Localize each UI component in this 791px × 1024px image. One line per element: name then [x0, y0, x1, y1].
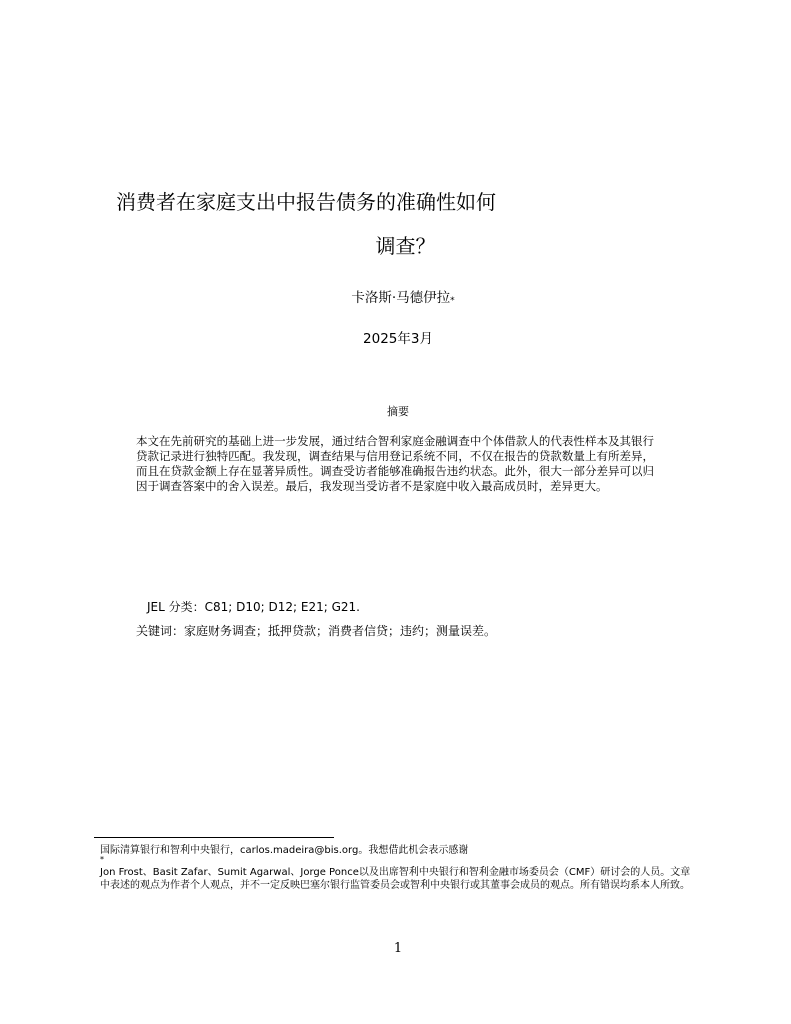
- jel-classification: JEL 分类：C81; D10; D12; E21; G21.: [147, 600, 360, 614]
- publication-date: 2025年3月: [363, 331, 433, 347]
- page-number: 1: [393, 941, 403, 956]
- keywords: 关键词：家庭财务调查；抵押贷款；消费者信贷；违约；测量误差。: [136, 624, 497, 638]
- footnote-marker: *: [100, 855, 104, 864]
- author-line: [0, 286, 791, 306]
- paper-title-line-1: 消费者在家庭支出中报告债务的准确性如何: [116, 190, 496, 214]
- abstract-heading: 摘要: [387, 405, 409, 418]
- paper-title-line-2: 调查？: [375, 234, 436, 258]
- footnote-acknowledgements: Jon Frost、Basit Zafar、Sumit Agarwal、Jorge Ponce以及出席智利中央银行和智利金融市场委员会（CMF）研讨会的人员。文章中表述的观点为作者个人观点，并不一定反映巴塞尔银行监管委员会或智利中央银行或其董事会成员的观点。所有错误均系本人所致。: [100, 867, 691, 891]
- author-name: 卡洛斯·马德伊拉: [351, 290, 451, 306]
- footnote-affiliation: 国际清算银行和智利中央银行，carlos.madeira@bis.org。我想借此机会表示感谢: [100, 845, 469, 856]
- footnote-divider: [94, 837, 334, 838]
- author-footnote-mark: *: [450, 296, 455, 306]
- abstract-body: 本文在先前研究的基础上进一步发展，通过结合智利家庭金融调查中个体借款人的代表性样本及其银行贷款记录进行独特匹配。我发现，调查结果与信用登记系统不同，不仅在报告的贷款数量上有所差异，而且在贷款金额上存在显著异质性。调查受访者能够准确报告违约状态。此外，很大一部分差异可以归因于调查答案中的舍入误差。最后，我发现当受访者不是家庭中收入最高成员时，差异更大。: [136, 434, 654, 493]
